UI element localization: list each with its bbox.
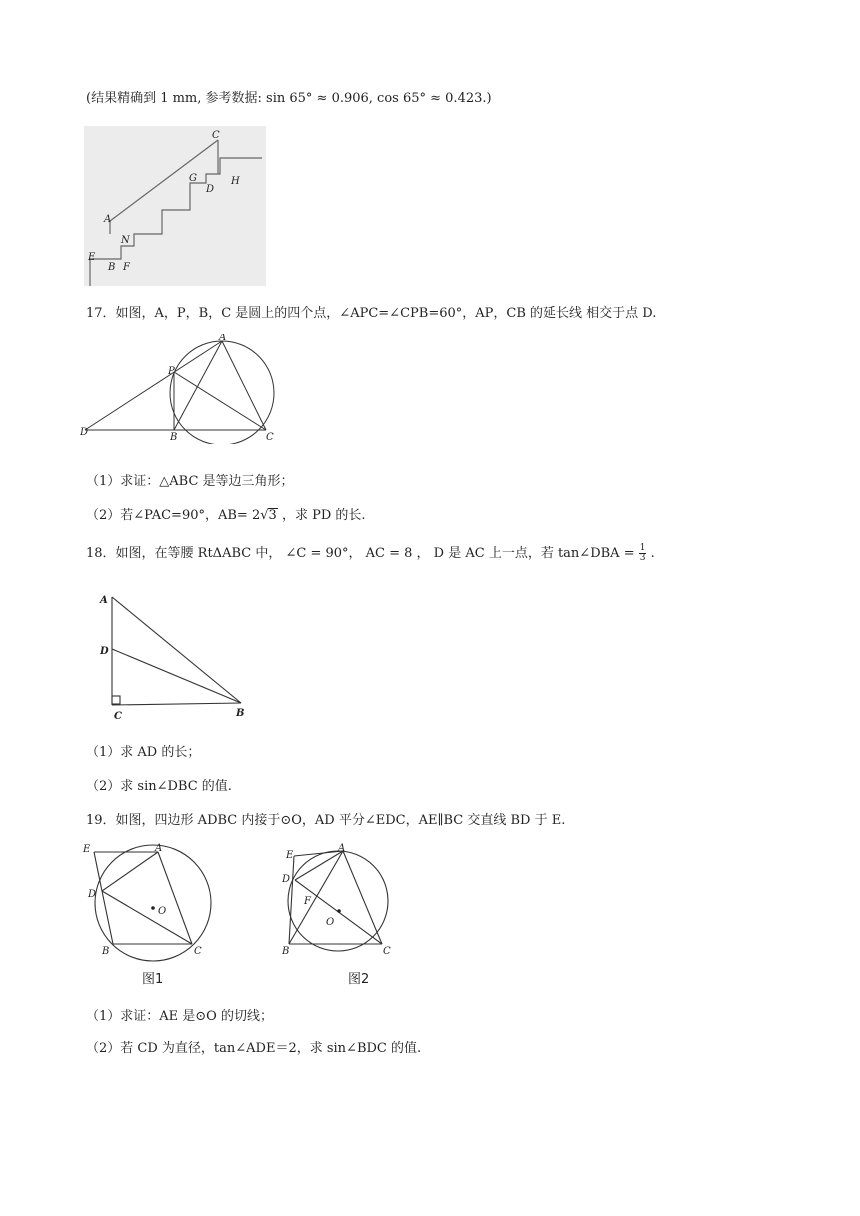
- label-F: F: [123, 262, 130, 273]
- label-D: D: [80, 427, 89, 438]
- label-C: C: [266, 432, 274, 443]
- label-N: N: [121, 235, 130, 246]
- label-D: D: [100, 646, 109, 657]
- label-G: G: [189, 173, 197, 184]
- q18-part2: （2）求 sin∠DBC 的值.: [86, 779, 232, 794]
- q18-part1: （1）求 AD 的长；: [86, 745, 201, 760]
- q18-frac-num: 1: [639, 543, 646, 553]
- label-B: B: [170, 432, 178, 443]
- label-B: B: [102, 946, 110, 957]
- label-P: P: [168, 366, 175, 377]
- q17-part2-coef: 2: [251, 508, 261, 523]
- label-A: A: [104, 214, 112, 225]
- stair-figure: [84, 126, 266, 286]
- q17-part2-radicand: 3: [268, 508, 277, 523]
- label-E: E: [88, 252, 96, 263]
- q17-part1: （1）求证：△ABC 是等边三角形；: [86, 474, 294, 489]
- q19-figure-2: [280, 840, 410, 992]
- q17-part2-prefix: （2）若∠PAC=90°，AB=: [86, 508, 248, 523]
- q17-figure: [80, 334, 280, 444]
- label-H: H: [231, 176, 240, 187]
- q18-stem: [86, 544, 655, 563]
- label-F: F: [304, 896, 311, 907]
- q17-part2: （2）若∠PAC=90°，AB= 2√3 ，求 PD 的长.: [86, 508, 366, 523]
- label-O: O: [158, 906, 167, 917]
- q19-part2: （2）若 CD 为直径，tan∠ADE＝2，求 sin∠BDC 的值.: [86, 1041, 422, 1056]
- label-A: A: [100, 595, 108, 606]
- q18-stem-suffix: .: [650, 546, 655, 561]
- label-B: B: [282, 946, 290, 957]
- q19-figure-1: [80, 840, 220, 992]
- label-E: E: [286, 850, 294, 861]
- q18-frac-den: 3: [639, 553, 646, 563]
- label-D: D: [282, 874, 291, 885]
- label-A: A: [219, 334, 227, 343]
- reference-data-note: (结果精确到 1 mm, 参考数据: sin 65° ≈ 0.906, cos 65° ≈ 0.423.): [86, 91, 492, 106]
- q19-part1: （1）求证：AE 是⊙O 的切线；: [86, 1009, 273, 1024]
- fig2-caption: 图2: [348, 972, 370, 987]
- label-O: O: [326, 917, 335, 928]
- label-B: B: [236, 708, 245, 719]
- fig1-caption: 图1: [142, 972, 164, 987]
- q17-stem: 17．如图，A，P，B，C 是圆上的四个点，∠APC=∠CPB=60°，AP，CB 的延长线 相交于点 D.: [86, 306, 657, 321]
- q19-stem: 19．如图，四边形 ADBC 内接于⊙O，AD 平分∠EDC，AE∥BC 交直线 BD 于 E.: [86, 813, 566, 828]
- label-C: C: [383, 946, 391, 957]
- label-A: A: [338, 843, 346, 854]
- label-C: C: [212, 130, 220, 141]
- q17-part2-suffix: ，求 PD 的长.: [281, 508, 366, 523]
- label-B: B: [108, 262, 116, 273]
- label-D: D: [206, 184, 215, 195]
- label-C: C: [194, 946, 202, 957]
- label-C: C: [114, 711, 122, 722]
- label-A: A: [155, 843, 163, 854]
- q18-fraction: [639, 544, 647, 563]
- label-D: D: [88, 889, 97, 900]
- q18-stem-prefix: 18．如图，在等腰 RtΔABC 中， ∠C = 90°， AC = 8 ， D 是 AC 上一点，若 tan∠DBA =: [86, 546, 635, 561]
- label-E: E: [83, 844, 91, 855]
- q18-figure: [96, 590, 256, 722]
